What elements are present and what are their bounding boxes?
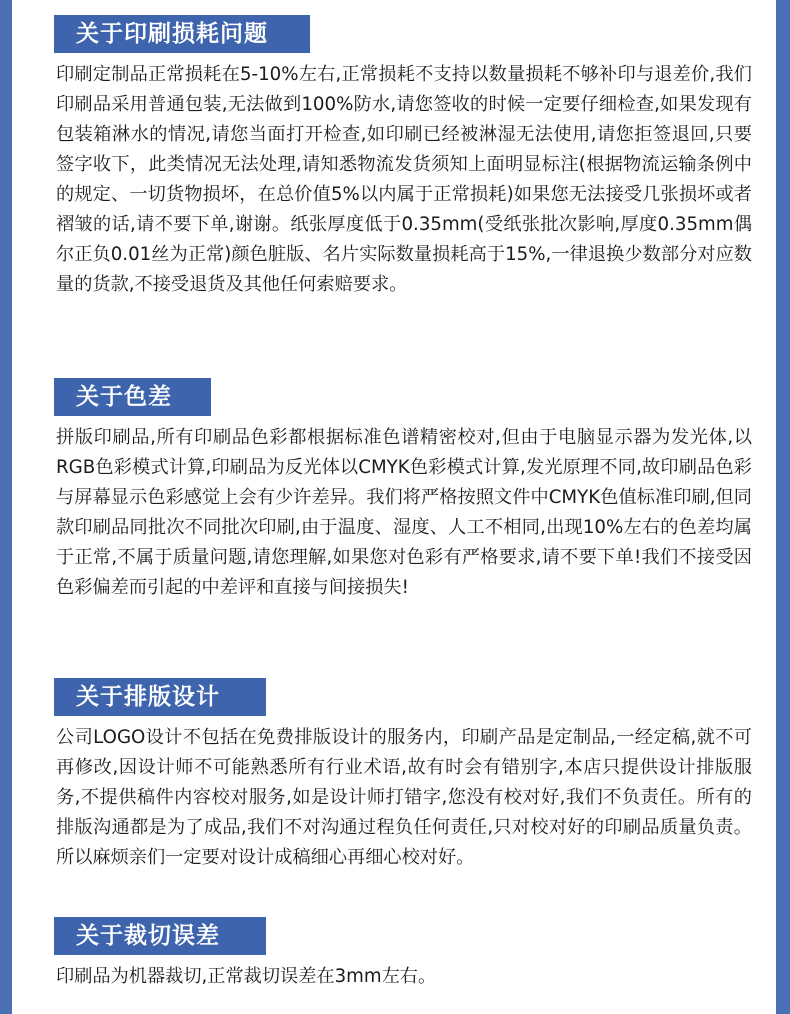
section-color-difference xyxy=(12,378,776,603)
section-body: 拼版印刷品,所有印刷品色彩都根据标准色谱精密校对,但由于电脑显示器为发光体,以RGB色彩模式计算,印刷品为反光体以CMYK色彩模式计算,发光原理不同,故印刷品色彩与屏幕显示色彩感觉上会有少许差异。我们将严格按照文件中CMYK色值标准印刷,但同款印刷品同批次不同批次印刷,由于温度、湿度、人工不相同,出现10%左右的色差均属于正常,不属于质量问题,请您理解,如果您对色彩有严格要求,请不要下单!我们不接受因色彩偏差而引起的中差评和直接与间接损失! xyxy=(56,427,752,598)
section-layout-design xyxy=(12,678,776,873)
section-body: 印刷定制品正常损耗在5-10%左右,正常损耗不支持以数量损耗不够补印与退差价,我们印刷品采用普通包装,无法做到100%防水,请您签收的时候一定要仔细检查,如果发现有包装箱淋水的情况,请您当面打开检查,如印刷已经被淋湿无法使用,请您拒签退回,只要签字收下，此类情况无法处理,请知悉物流发货须知上面明显标注(根据物流运输条例中的规定、一切货物损坏，在总价值5%以内属于正常损耗)如果您无法接受几张损坏或者褶皱的话,请不要下单,谢谢。纸张厚度低于0.35mm(受纸张批次影响,厚度0.35mm偶尔正负0.01丝为正常)颜色脏版、名片实际数量损耗高于15%,一律退换少数部分对应数量的货款,不接受退货及其他任何索赔要求。 xyxy=(56,64,752,295)
section-heading: 关于印刷损耗问题 xyxy=(54,15,310,53)
section-printing-loss xyxy=(12,15,776,300)
section-heading: 关于裁切误差 xyxy=(54,917,266,955)
section-heading: 关于排版设计 xyxy=(54,678,266,716)
section-body: 印刷品为机器裁切,正常裁切误差在3mm左右。 xyxy=(56,966,437,987)
document-page xyxy=(12,0,776,1014)
section-heading: 关于色差 xyxy=(54,378,211,416)
section-cutting-error xyxy=(12,917,776,992)
section-body: 公司LOGO设计不包括在免费排版设计的服务内，印刷产品是定制品,一经定稿,就不可再修改,因设计师不可能熟悉所有行业术语,故有时会有错别字,本店只提供设计排版服务,不提供稿件内容校对服务,如是设计师打错字,您没有校对好,我们不负责任。所有的排版沟通都是为了成品,我们不对沟通过程负任何责任,只对校对好的印刷品质量负责。所以麻烦亲们一定要对设计成稿细心再细心校对好。 xyxy=(56,727,752,868)
